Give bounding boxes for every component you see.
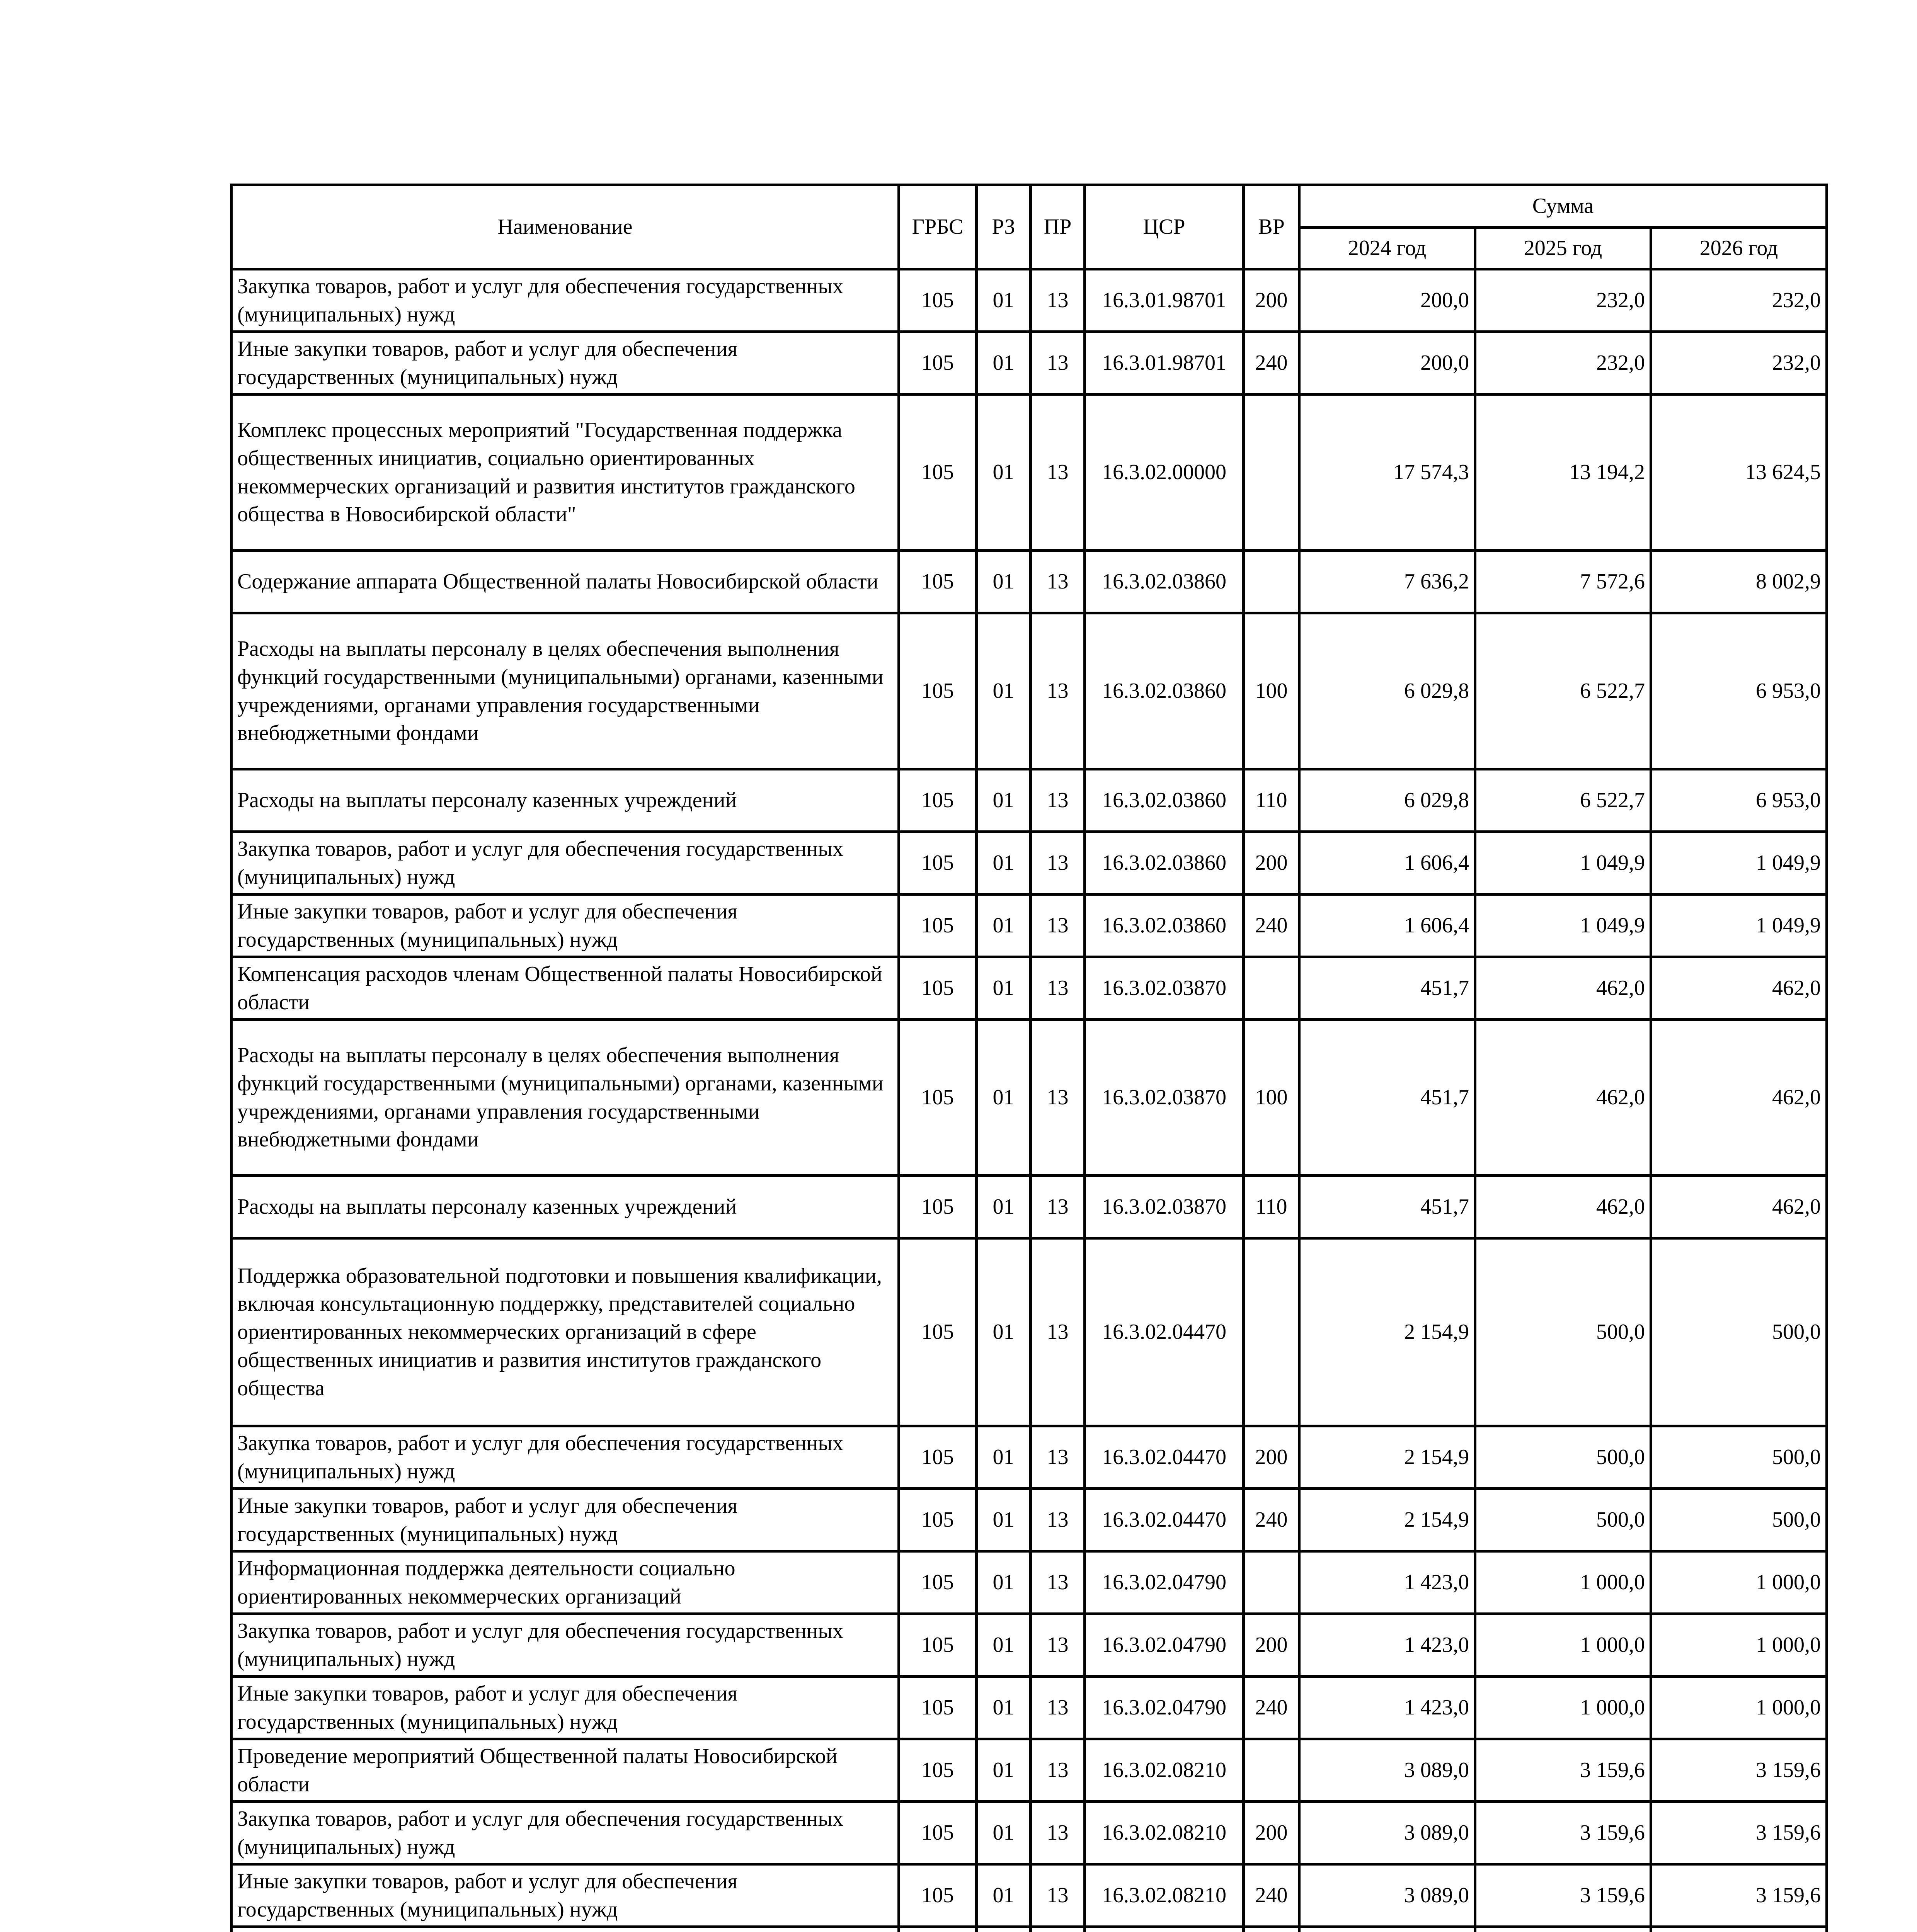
table-cell-grbs: 105 bbox=[899, 1614, 977, 1677]
table-cell-vr: 240 bbox=[1244, 1677, 1299, 1739]
table-cell-2025: 1 000,0 bbox=[1475, 1551, 1651, 1614]
table-cell-vr: 200 bbox=[1244, 269, 1299, 332]
table-row bbox=[232, 1489, 1827, 1551]
table-cell-2025: 3 159,6 bbox=[1475, 1864, 1651, 1927]
table-cell-2026: 1 000,0 bbox=[1651, 1614, 1827, 1677]
table-cell-grbs: 105 bbox=[899, 1020, 977, 1176]
table-cell-pr: 13 bbox=[1031, 1020, 1085, 1176]
table-row bbox=[232, 551, 1827, 613]
table-row bbox=[232, 1739, 1827, 1802]
table-row bbox=[232, 1020, 1827, 1176]
table-cell-2024: 1 606,4 bbox=[1299, 832, 1475, 895]
table-cell-2025: 462,0 bbox=[1475, 957, 1651, 1020]
table-cell-2025: 232,0 bbox=[1475, 332, 1651, 395]
table-cell-2026: 6 953,0 bbox=[1651, 769, 1827, 832]
table-cell-name: Поддержка образовательной подготовки и повышения квалификации, включая консультационную поддержку, представителей социально ориентированных некоммерческих организаций в сфере общественных инициатив и развития институтов гражданского общества bbox=[232, 1238, 899, 1426]
table-cell-name: Компенсация расходов членам Общественной палаты Новосибирской области bbox=[232, 957, 899, 1020]
table-cell-vr bbox=[1244, 957, 1299, 1020]
table-cell-pr bbox=[1031, 1927, 1085, 1932]
table-cell-grbs: 105 bbox=[899, 895, 977, 957]
table-cell-2026: 232,0 bbox=[1651, 332, 1827, 395]
table-cell-2026: 462,0 bbox=[1651, 1020, 1827, 1176]
table-row bbox=[232, 957, 1827, 1020]
table-cell-2026: 500,0 bbox=[1651, 1426, 1827, 1489]
table-cell-2024: 1 423,0 bbox=[1299, 1551, 1475, 1614]
table-cell-2025: 1 000,0 bbox=[1475, 1677, 1651, 1739]
table-cell-pr: 13 bbox=[1031, 769, 1085, 832]
table-cell-rz: 01 bbox=[977, 895, 1031, 957]
table-cell-pr: 13 bbox=[1031, 1238, 1085, 1426]
table-cell-vr bbox=[1244, 551, 1299, 613]
table-cell-vr: 200 bbox=[1244, 1426, 1299, 1489]
table-cell-2025: 3 159,6 bbox=[1475, 1802, 1651, 1864]
table-cell-2024: 451,7 bbox=[1299, 1176, 1475, 1238]
table-cell-name: Закупка товаров, работ и услуг для обеспечения государственных (муниципальных) нужд bbox=[232, 1802, 899, 1864]
table-cell-rz: 01 bbox=[977, 613, 1031, 769]
table-row bbox=[232, 1677, 1827, 1739]
table-cell-2025: 13 194,2 bbox=[1475, 395, 1651, 551]
table-cell-2026: 232,0 bbox=[1651, 269, 1827, 332]
table-cell-2024: 7 636,2 bbox=[1299, 551, 1475, 613]
table-cell-grbs: 105 bbox=[899, 1739, 977, 1802]
table-cell-2025: 1 000,0 bbox=[1475, 1614, 1651, 1677]
table-cell-name: Проведение мероприятий Общественной палаты Новосибирской области bbox=[232, 1739, 899, 1802]
table-cell-2024: 451,7 bbox=[1299, 1020, 1475, 1176]
table-row bbox=[232, 395, 1827, 551]
table-cell-2026: 3 159,6 bbox=[1651, 1802, 1827, 1864]
table-cell-csr: 16.3.02.04470 bbox=[1085, 1489, 1244, 1551]
table-cell-2024: 6 029,8 bbox=[1299, 613, 1475, 769]
table-cell-vr: 100 bbox=[1244, 613, 1299, 769]
table-cell-2026: 1 049,9 bbox=[1651, 832, 1827, 895]
header-csr: ЦСР bbox=[1085, 185, 1244, 269]
table-cell-2025: 500,0 bbox=[1475, 1426, 1651, 1489]
table-cell-csr: 16.3.02.03860 bbox=[1085, 613, 1244, 769]
table-cell-name: Расходы на выплаты персоналу казенных учреждений bbox=[232, 1176, 899, 1238]
table-row bbox=[232, 1802, 1827, 1864]
table-cell-2024: 3 089,0 bbox=[1299, 1802, 1475, 1864]
header-year-2024: 2024 год bbox=[1299, 228, 1475, 269]
header-year-2026: 2026 год bbox=[1651, 228, 1827, 269]
table-cell-rz: 01 bbox=[977, 395, 1031, 551]
table-cell-rz: 01 bbox=[977, 1176, 1031, 1238]
table-cell-2024: 3 089,0 bbox=[1299, 1739, 1475, 1802]
table-cell-rz: 01 bbox=[977, 957, 1031, 1020]
table-row bbox=[232, 1238, 1827, 1426]
table-cell-grbs: 105 bbox=[899, 1677, 977, 1739]
table-cell-2026: 3 159,6 bbox=[1651, 1864, 1827, 1927]
table-cell-2024: 2 154,9 bbox=[1299, 1489, 1475, 1551]
table-body bbox=[232, 269, 1827, 1932]
table-cell-vr: 200 bbox=[1244, 832, 1299, 895]
table-cell-vr: 200 bbox=[1244, 1802, 1299, 1864]
table-cell-2026: 13 624,5 bbox=[1651, 395, 1827, 551]
table-row bbox=[232, 613, 1827, 769]
table-row bbox=[232, 1176, 1827, 1238]
header-row-top bbox=[232, 185, 1827, 228]
table-cell-vr: 100 bbox=[1244, 1020, 1299, 1176]
table-cell-csr: 16.3.02.03860 bbox=[1085, 832, 1244, 895]
table-cell-name: Закупка товаров, работ и услуг для обеспечения государственных (муниципальных) нужд bbox=[232, 1614, 899, 1677]
table-row bbox=[232, 1551, 1827, 1614]
table-cell-csr: 16.3.02.03860 bbox=[1085, 895, 1244, 957]
table-cell-2025: 1 049,9 bbox=[1475, 895, 1651, 957]
table-cell-name: Расходы на выплаты персоналу казенных учреждений bbox=[232, 769, 899, 832]
table-cell-csr: 16.3.02.03860 bbox=[1085, 769, 1244, 832]
table-cell-csr: 16.3.02.04790 bbox=[1085, 1614, 1244, 1677]
table-cell-vr bbox=[1244, 1551, 1299, 1614]
table-cell-rz: 01 bbox=[977, 1551, 1031, 1614]
table-cell-pr: 13 bbox=[1031, 832, 1085, 895]
table-cell-pr: 13 bbox=[1031, 1551, 1085, 1614]
table-cell-2026 bbox=[1651, 1927, 1827, 1932]
table-cell-grbs: 105 bbox=[899, 1489, 977, 1551]
table-cell-grbs: 105 bbox=[899, 1176, 977, 1238]
table-cell-rz: 01 bbox=[977, 1739, 1031, 1802]
table-cell-2024: 451,7 bbox=[1299, 957, 1475, 1020]
table-cell-vr: 110 bbox=[1244, 769, 1299, 832]
table-cell-name: Расходы на выплаты персоналу в целях обеспечения выполнения функций государственными (муниципальными) органами, казенными учреждениями, органами управления государственными внебюджетными фондами bbox=[232, 1020, 899, 1176]
table-cell-2024: 200,0 bbox=[1299, 269, 1475, 332]
table-cell-rz: 01 bbox=[977, 1489, 1031, 1551]
table-cell-rz: 01 bbox=[977, 332, 1031, 395]
table-cell-rz: 01 bbox=[977, 1677, 1031, 1739]
table-cell-rz: 01 bbox=[977, 832, 1031, 895]
table-row bbox=[232, 832, 1827, 895]
table-cell-rz: 01 bbox=[977, 551, 1031, 613]
table-cell-csr: 16.3.02.08210 bbox=[1085, 1739, 1244, 1802]
table-cell-pr: 13 bbox=[1031, 895, 1085, 957]
table-cell-pr: 13 bbox=[1031, 1739, 1085, 1802]
table-cell-grbs: 105 bbox=[899, 1551, 977, 1614]
table-cell-name: Иные закупки товаров, работ и услуг для обеспечения государственных (муниципальных) нужд bbox=[232, 1489, 899, 1551]
table-cell-vr: 200 bbox=[1244, 1614, 1299, 1677]
table-cell-grbs: 105 bbox=[899, 1864, 977, 1927]
header-year-2025: 2025 год bbox=[1475, 228, 1651, 269]
table-cell-2025: 3 159,6 bbox=[1475, 1739, 1651, 1802]
table-cell-vr bbox=[1244, 395, 1299, 551]
table-cell-grbs: 105 bbox=[899, 832, 977, 895]
table-cell-grbs: 105 bbox=[899, 269, 977, 332]
table-cell-2024 bbox=[1299, 1927, 1475, 1932]
table-cell-2025: 7 572,6 bbox=[1475, 551, 1651, 613]
table-cell-name: Иные закупки товаров, работ и услуг для обеспечения государственных (муниципальных) нужд bbox=[232, 895, 899, 957]
table-cell-2024: 200,0 bbox=[1299, 332, 1475, 395]
table-cell-pr: 13 bbox=[1031, 269, 1085, 332]
header-vr: ВР bbox=[1244, 185, 1299, 269]
table-cell-pr: 13 bbox=[1031, 1426, 1085, 1489]
table-cell-vr bbox=[1244, 1927, 1299, 1932]
table-cell-2026: 500,0 bbox=[1651, 1489, 1827, 1551]
table-cell-grbs: 105 bbox=[899, 769, 977, 832]
table-cell-csr: 16.3.02.04790 bbox=[1085, 1551, 1244, 1614]
table-cell-name: Закупка товаров, работ и услуг для обеспечения государственных (муниципальных) нужд bbox=[232, 269, 899, 332]
table-cell-2025 bbox=[1475, 1927, 1651, 1932]
table-cell-grbs: 105 bbox=[899, 613, 977, 769]
table-cell-csr: 16.3.02.04470 bbox=[1085, 1238, 1244, 1426]
table-cell-pr: 13 bbox=[1031, 1864, 1085, 1927]
table-cell-rz: 01 bbox=[977, 1426, 1031, 1489]
table-cell-2024: 2 154,9 bbox=[1299, 1238, 1475, 1426]
table-cell-rz: 01 bbox=[977, 1238, 1031, 1426]
table-cell-2025: 6 522,7 bbox=[1475, 769, 1651, 832]
table-cell-grbs: 105 bbox=[899, 1426, 977, 1489]
table-cell-name: Иные закупки товаров, работ и услуг для обеспечения государственных (муниципальных) нужд bbox=[232, 1864, 899, 1927]
header-pr: ПР bbox=[1031, 185, 1085, 269]
table-cell-vr: 240 bbox=[1244, 1864, 1299, 1927]
table-cell-2025: 1 049,9 bbox=[1475, 832, 1651, 895]
table-cell-2025: 6 522,7 bbox=[1475, 613, 1651, 769]
table-cell-vr: 240 bbox=[1244, 332, 1299, 395]
table-cell-2026: 462,0 bbox=[1651, 1176, 1827, 1238]
table-row bbox=[232, 332, 1827, 395]
table-cell-rz bbox=[977, 1927, 1031, 1932]
table-cell-csr: 16.3.02.08210 bbox=[1085, 1802, 1244, 1864]
table-cell-pr: 13 bbox=[1031, 395, 1085, 551]
table-cell-2024: 1 423,0 bbox=[1299, 1614, 1475, 1677]
table-cell-csr: 16.3.02.03870 bbox=[1085, 1176, 1244, 1238]
table-cell-csr: 16.3.02.04470 bbox=[1085, 1426, 1244, 1489]
table-cell-pr: 13 bbox=[1031, 1802, 1085, 1864]
table-cell-pr: 13 bbox=[1031, 1176, 1085, 1238]
table-cell-rz: 01 bbox=[977, 1802, 1031, 1864]
table-cell-vr: 110 bbox=[1244, 1176, 1299, 1238]
table-cell-rz: 01 bbox=[977, 769, 1031, 832]
table-cell-grbs bbox=[899, 1927, 977, 1932]
table-cell-vr: 240 bbox=[1244, 1489, 1299, 1551]
table-cell-csr: 16.3.02.03870 bbox=[1085, 957, 1244, 1020]
table-cell-pr: 13 bbox=[1031, 613, 1085, 769]
table-cell-pr: 13 bbox=[1031, 1489, 1085, 1551]
table-cell-rz: 01 bbox=[977, 1020, 1031, 1176]
table-cell-2024: 1 606,4 bbox=[1299, 895, 1475, 957]
table-cell-csr bbox=[1085, 1927, 1244, 1932]
table-cell-name: Информационная поддержка деятельности социально ориентированных некоммерческих организаций bbox=[232, 1551, 899, 1614]
header-grbs: ГРБС bbox=[899, 185, 977, 269]
table-cell-rz: 01 bbox=[977, 1864, 1031, 1927]
table-cell-2025: 500,0 bbox=[1475, 1489, 1651, 1551]
table-cell-2026: 8 002,9 bbox=[1651, 551, 1827, 613]
table-cell-grbs: 105 bbox=[899, 1802, 977, 1864]
table-cell-pr: 13 bbox=[1031, 332, 1085, 395]
table-cell-rz: 01 bbox=[977, 1614, 1031, 1677]
table-cell-name: Комплекс процессных мероприятий "Государственная поддержка общественных инициатив, социально ориентированных некоммерческих организаций и развития институтов гражданского общества в Новосибирской области" bbox=[232, 395, 899, 551]
table-cell-2024: 3 089,0 bbox=[1299, 1864, 1475, 1927]
table-cell-name: Закупка товаров, работ и услуг для обеспечения государственных (муниципальных) нужд bbox=[232, 1426, 899, 1489]
budget-table bbox=[230, 184, 1828, 1932]
header-rz: РЗ bbox=[977, 185, 1031, 269]
table-cell-2026: 3 159,6 bbox=[1651, 1739, 1827, 1802]
table-cell-grbs: 105 bbox=[899, 395, 977, 551]
table-cell-pr: 13 bbox=[1031, 1677, 1085, 1739]
table-cell-csr: 16.3.02.00000 bbox=[1085, 395, 1244, 551]
table-cell-vr: 240 bbox=[1244, 895, 1299, 957]
table-cell-grbs: 105 bbox=[899, 1238, 977, 1426]
table-cell-grbs: 105 bbox=[899, 551, 977, 613]
table-cell-csr: 16.3.02.08210 bbox=[1085, 1864, 1244, 1927]
table-cell-pr: 13 bbox=[1031, 551, 1085, 613]
table-cell-csr: 16.3.01.98701 bbox=[1085, 332, 1244, 395]
header-sum: Сумма bbox=[1299, 185, 1827, 228]
table-cell-csr: 16.3.01.98701 bbox=[1085, 269, 1244, 332]
table-cell-name: Иные закупки товаров, работ и услуг для обеспечения государственных (муниципальных) нужд bbox=[232, 1677, 899, 1739]
table-row bbox=[232, 1927, 1827, 1932]
table-cell-2024: 6 029,8 bbox=[1299, 769, 1475, 832]
table-cell-csr: 16.3.02.03870 bbox=[1085, 1020, 1244, 1176]
table-cell-name: Иные закупки товаров, работ и услуг для обеспечения государственных (муниципальных) нужд bbox=[232, 332, 899, 395]
table-cell-2025: 462,0 bbox=[1475, 1176, 1651, 1238]
table-cell-2025: 462,0 bbox=[1475, 1020, 1651, 1176]
header-name: Наименование bbox=[232, 185, 899, 269]
table-cell-name: Содержание аппарата Общественной палаты Новосибирской области bbox=[232, 551, 899, 613]
table-row bbox=[232, 269, 1827, 332]
table-cell-2026: 6 953,0 bbox=[1651, 613, 1827, 769]
table-cell-vr bbox=[1244, 1739, 1299, 1802]
table-row bbox=[232, 1614, 1827, 1677]
table-cell-2024: 1 423,0 bbox=[1299, 1677, 1475, 1739]
table-cell-2026: 1 049,9 bbox=[1651, 895, 1827, 957]
table-cell-name bbox=[232, 1927, 899, 1932]
budget-table-container bbox=[230, 184, 1825, 1932]
table-row bbox=[232, 895, 1827, 957]
table-cell-csr: 16.3.02.03860 bbox=[1085, 551, 1244, 613]
table-cell-rz: 01 bbox=[977, 269, 1031, 332]
table-cell-2025: 500,0 bbox=[1475, 1238, 1651, 1426]
table-cell-vr bbox=[1244, 1238, 1299, 1426]
table-cell-2026: 1 000,0 bbox=[1651, 1677, 1827, 1739]
table-cell-grbs: 105 bbox=[899, 332, 977, 395]
table-cell-csr: 16.3.02.04790 bbox=[1085, 1677, 1244, 1739]
table-row bbox=[232, 1426, 1827, 1489]
table-cell-name: Закупка товаров, работ и услуг для обеспечения государственных (муниципальных) нужд bbox=[232, 832, 899, 895]
table-cell-2026: 462,0 bbox=[1651, 957, 1827, 1020]
table-cell-name: Расходы на выплаты персоналу в целях обеспечения выполнения функций государственными (муниципальными) органами, казенными учреждениями, органами управления государственными внебюджетными фондами bbox=[232, 613, 899, 769]
table-cell-pr: 13 bbox=[1031, 1614, 1085, 1677]
table-cell-2026: 1 000,0 bbox=[1651, 1551, 1827, 1614]
table-cell-grbs: 105 bbox=[899, 957, 977, 1020]
table-cell-2024: 17 574,3 bbox=[1299, 395, 1475, 551]
table-row bbox=[232, 1864, 1827, 1927]
table-cell-2024: 2 154,9 bbox=[1299, 1426, 1475, 1489]
table-row bbox=[232, 769, 1827, 832]
table-cell-2025: 232,0 bbox=[1475, 269, 1651, 332]
table-cell-pr: 13 bbox=[1031, 957, 1085, 1020]
table-cell-2026: 500,0 bbox=[1651, 1238, 1827, 1426]
